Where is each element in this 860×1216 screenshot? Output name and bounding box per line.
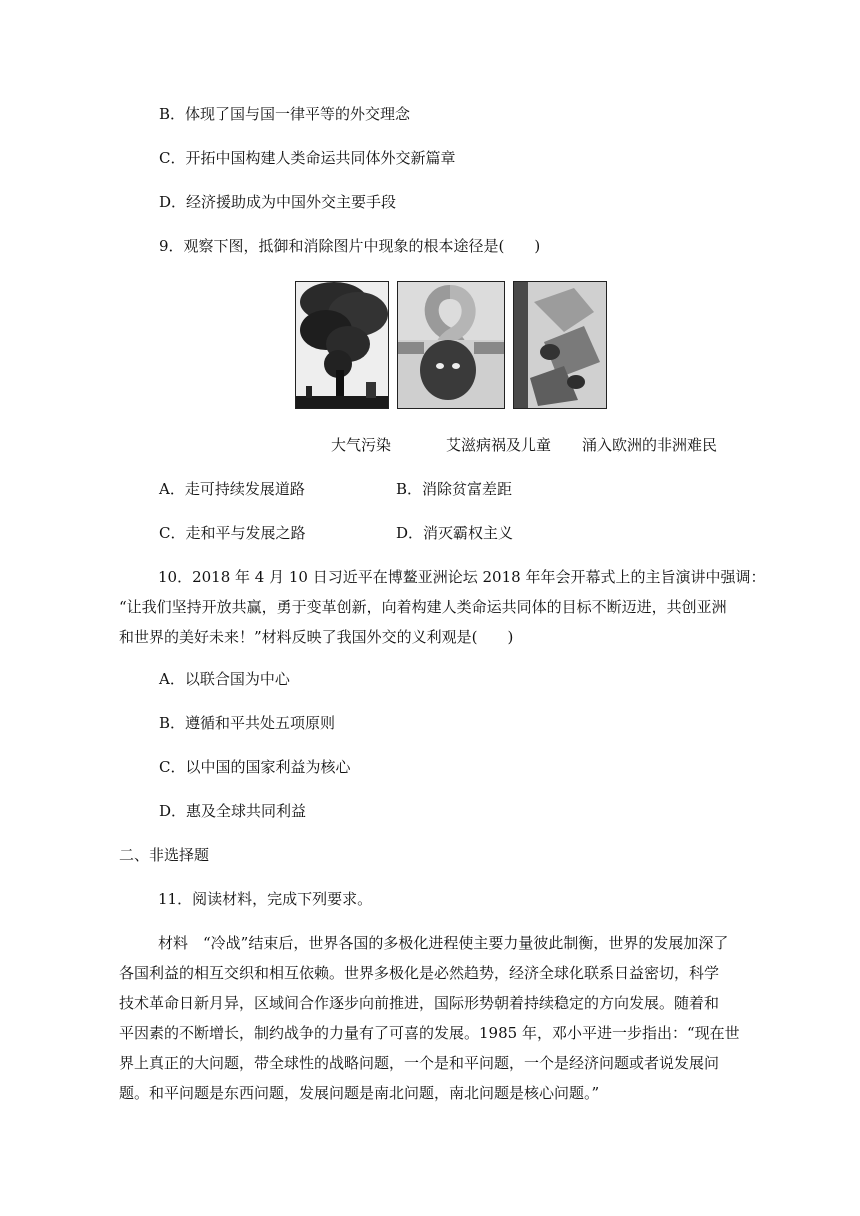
- material-line-2: 各国利益的相互交织和相互依赖。世界多极化是必然趋势，经济全球化联系日益密切，科学: [119, 964, 720, 982]
- option-9c: C．走和平与发展之路: [159, 524, 306, 542]
- material-line-5: 界上真正的大问题，带全球性的战略问题，一个是和平问题，一个是经济问题或者说发展问: [119, 1054, 720, 1072]
- option-8c: C．开拓中国构建人类命运共同体外交新篇章: [159, 149, 456, 167]
- option-10d: D．惠及全球共同利益: [159, 802, 307, 820]
- material-line-1: 材料 “冷战”结束后，世界各国的多极化进程使主要力量彼此制衡，世界的发展加深了: [158, 934, 729, 952]
- question-9-stem: 9．观察下图，抵御和消除图片中现象的根本途径是( ): [159, 237, 541, 255]
- option-8b: B．体现了国与国一律平等的外交理念: [159, 105, 411, 123]
- option-8d: D．经济援助成为中国外交主要手段: [159, 193, 397, 211]
- caption-aids-child: 艾滋病祸及儿童: [446, 436, 552, 454]
- question-10-line-3: 和世界的美好未来！”材料反映了我国外交的义利观是( ): [119, 628, 514, 646]
- caption-refugees: 涌入欧洲的非洲难民: [582, 436, 718, 454]
- question-10-line-2: “让我们坚持开放共赢，勇于变革创新，向着构建人类命运共同体的目标不断迈进，共创亚洲: [119, 598, 727, 616]
- material-line-4: 平因素的不断增长，制约战争的力量有了可喜的发展。1985 年，邓小平进一步指出：“现在世: [119, 1024, 740, 1042]
- question-11-stem: 11．阅读材料，完成下列要求。: [158, 890, 373, 908]
- option-10a: A．以联合国为中心: [159, 670, 290, 688]
- aids-child-photo: [397, 281, 505, 409]
- refugees-photo: [513, 281, 607, 409]
- caption-air-pollution: 大气污染: [331, 436, 392, 454]
- material-line-3: 技术革命日新月异，区域间合作逐步向前推进，国际形势朝着持续稳定的方向发展。随着和: [119, 994, 720, 1012]
- question-9-photos: [295, 281, 607, 409]
- air-pollution-photo: [295, 281, 389, 409]
- option-10c: C．以中国的国家利益为核心: [159, 758, 351, 776]
- material-line-6: 题。和平问题是东西问题，发展问题是南北问题，南北问题是核心问题。”: [119, 1084, 600, 1102]
- option-9a: A．走可持续发展道路: [159, 480, 305, 498]
- option-10b: B．遵循和平共处五项原则: [159, 714, 336, 732]
- option-9d: D．消灭霸权主义: [396, 524, 514, 542]
- option-9b: B．消除贫富差距: [396, 480, 513, 498]
- section-heading: 二、非选择题: [119, 846, 210, 864]
- question-10-line-1: 10．2018 年 4 月 10 日习近平在博鳌亚洲论坛 2018 年年会开幕式上的主旨演讲中强调：: [158, 568, 766, 586]
